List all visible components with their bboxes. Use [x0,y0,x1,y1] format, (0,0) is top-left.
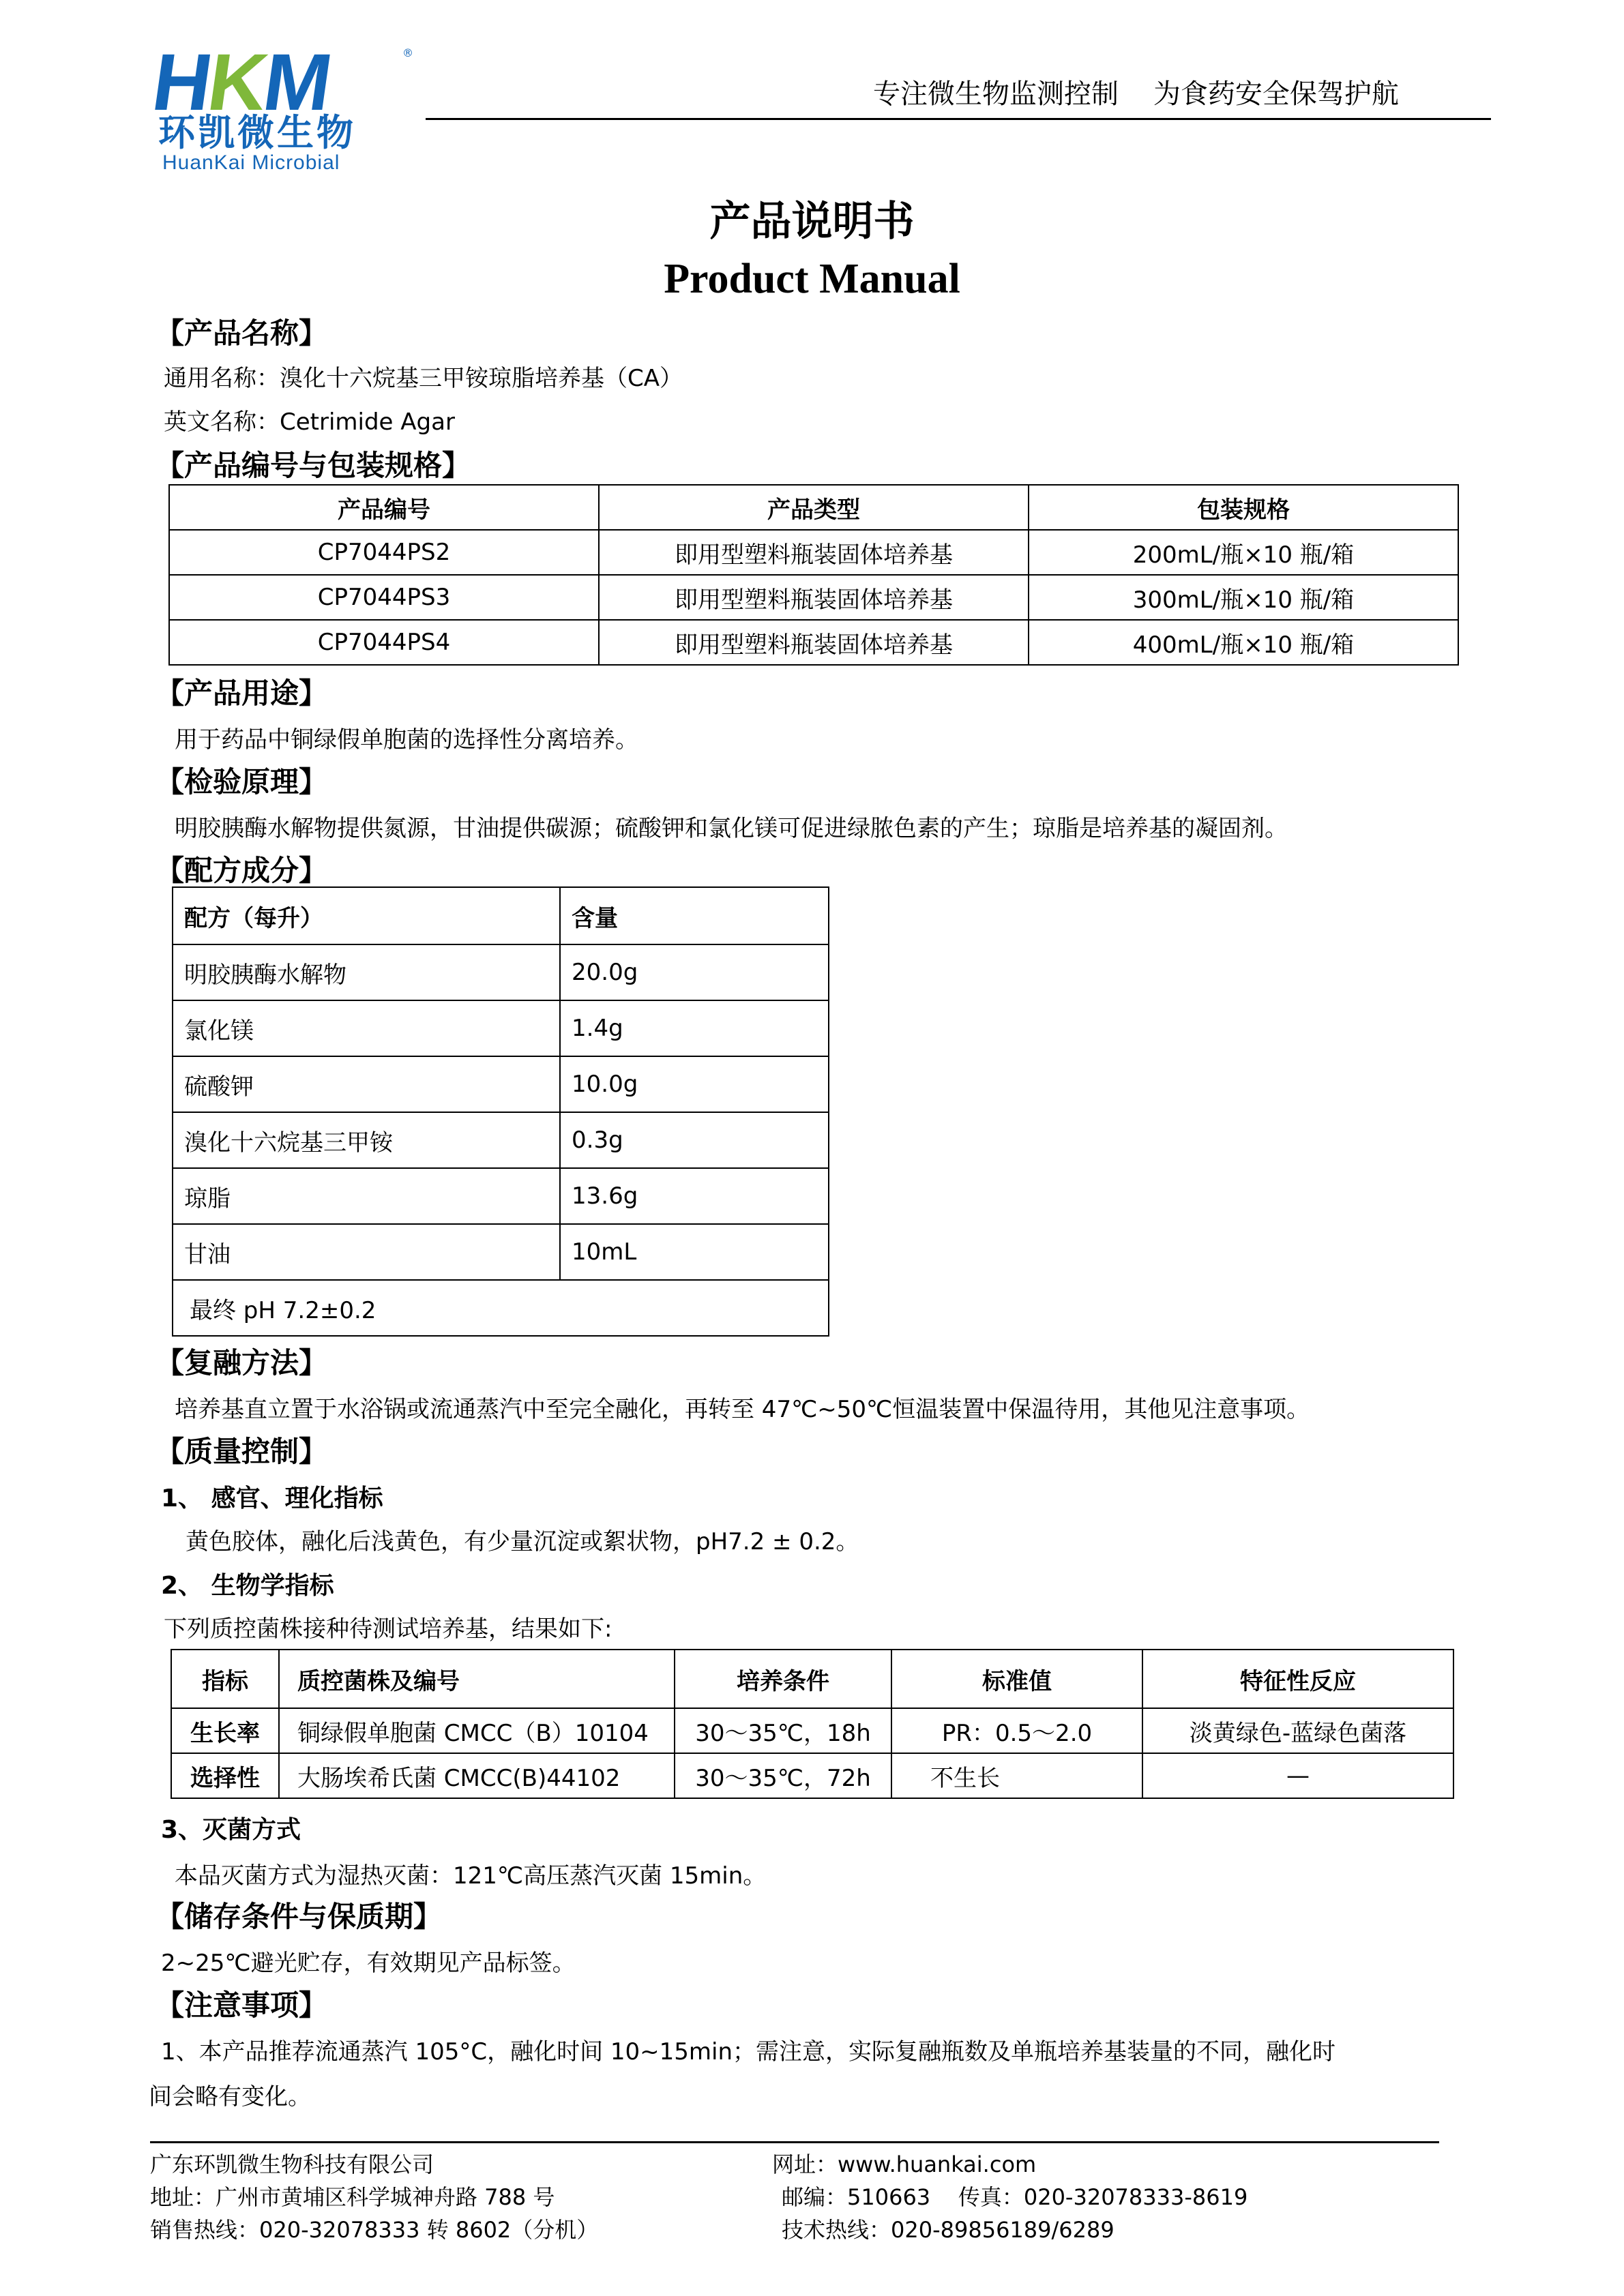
notes-line-1: 1、本产品推荐流通蒸汽 105°C，融化时间 10~15min；需注意，实际复融瓶数及单瓶培养基装量的不同，融化时 [161,2038,1336,2066]
table-row [173,1056,829,1112]
qc-reaction: — [1142,1753,1453,1798]
common-name: 通用名称：溴化十六烷基三甲铵琼脂培养基（CA） [164,365,683,392]
sterilization-text: 本品灭菌方式为湿热灭菌：121℃高压蒸汽灭菌 15min。 [175,1862,767,1890]
ingredient-name: 硫酸钾 [173,1056,560,1112]
qc-physical-text: 黄色胶体，融化后浅黄色，有少量沉淀或絮状物，pH7.2 ± 0.2。 [186,1528,859,1555]
principle-text: 明胶胰酶水解物提供氮源，甘油提供碳源；硫酸钾和氯化镁可促进绿脓色素的产生；琼脂是培养基的凝固剂。 [175,815,1288,842]
ingredient-name: 甘油 [173,1224,560,1280]
column-header: 产品类型 [599,485,1029,530]
footer-address: 地址：广州市黄埔区科学城神舟路 788 号 [150,2184,555,2210]
table-row [171,1753,1453,1798]
column-header: 产品编号 [169,485,599,530]
table-row [171,1708,1453,1753]
registered-mark: ® [402,46,413,59]
table-row [173,1168,829,1224]
qc-standard: 不生长 [891,1753,1142,1798]
product-code: CP7044PS2 [169,530,599,575]
section-heading-packaging: 【产品编号与包装规格】 [156,449,471,482]
remelt-text: 培养基直立置于水浴锅或流通蒸汽中至完全融化，再转至 47℃~50℃恒温装置中保温待用，其他见注意事项。 [175,1396,1310,1423]
logo-letter-h: H [147,38,216,128]
english-name: 英文名称：Cetrimide Agar [164,408,455,436]
column-header: 质控菌株及编号 [279,1650,675,1708]
table-row [173,1224,829,1280]
usage-text: 用于药品中铜绿假单胞菌的选择性分离培养。 [175,726,638,754]
header-slogan: 专注微生物监测控制 为食药安全保驾护航 [873,78,1399,110]
section-heading-formula: 【配方成分】 [156,854,328,887]
section-heading-storage: 【储存条件与保质期】 [156,1900,443,1933]
column-header: 含量 [560,887,829,944]
product-type: 即用型塑料瓶装固体培养基 [599,530,1029,575]
ingredient-amount: 1.4g [560,1000,829,1056]
logo-english-name: HuanKai Microbial [162,151,340,174]
qc-standard: PR：0.5～2.0 [891,1708,1142,1753]
page-title-en: Product Manual [664,256,960,302]
qc-subheading-2: 2、 生物学指标 [161,1572,334,1600]
footer-company: 广东环凯微生物科技有限公司 [150,2151,434,2177]
product-code: CP7044PS3 [169,575,599,620]
qc-subheading-1: 1、 感官、理化指标 [161,1485,383,1512]
section-heading-principle: 【检验原理】 [156,765,328,799]
qc-strain: 大肠埃希氏菌 CMCC(B)44102 [279,1753,675,1798]
section-heading-usage: 【产品用途】 [156,676,328,710]
section-heading-notes: 【注意事项】 [156,1988,328,2022]
column-header: 指标 [171,1650,279,1708]
table-row [169,530,1458,575]
product-type: 即用型塑料瓶装固体培养基 [599,620,1029,665]
ingredient-amount: 0.3g [560,1112,829,1168]
packaging-table [168,484,1459,666]
ingredient-name: 氯化镁 [173,1000,560,1056]
qc-indicator: 选择性 [171,1753,279,1798]
footer-tech-hotline: 技术热线：020-89856189/6289 [782,2217,1114,2243]
qc-subheading-3: 3、灭菌方式 [161,1816,301,1844]
column-header: 配方（每升） [173,887,560,944]
qc-strain: 铜绿假单胞菌 CMCC（B）10104 [279,1708,675,1753]
ingredient-amount: 20.0g [560,944,829,1000]
product-code: CP7044PS4 [169,620,599,665]
qc-condition: 30～35℃，18h [675,1708,891,1753]
qc-bio-intro: 下列质控菌株接种待测试培养基，结果如下: [164,1615,612,1643]
table-row [173,1000,829,1056]
footer-sales-hotline: 销售热线：020-32078333 转 8602（分机） [150,2217,599,2243]
logo-letter-m: M [258,38,336,128]
table-header-row [169,485,1458,530]
footer-postcode-fax: 邮编：510663 传真：020-32078333-8619 [782,2184,1248,2210]
package-spec: 400mL/瓶×10 瓶/箱 [1029,620,1458,665]
table-row [173,1280,829,1336]
storage-text: 2~25℃避光贮存，有效期见产品标签。 [161,1950,576,1977]
logo-chinese-name: 环凯微生物 [158,111,356,154]
ingredient-name: 明胶胰酶水解物 [173,944,560,1000]
header-divider [426,118,1491,120]
package-spec: 300mL/瓶×10 瓶/箱 [1029,575,1458,620]
table-row [173,1112,829,1168]
ingredient-amount: 10mL [560,1224,829,1280]
ingredient-amount: 13.6g [560,1168,829,1224]
final-ph: 最终 pH 7.2±0.2 [173,1280,829,1336]
ingredient-name: 溴化十六烷基三甲铵 [173,1112,560,1168]
qc-reaction: 淡黄绿色-蓝绿色菌落 [1142,1708,1453,1753]
package-spec: 200mL/瓶×10 瓶/箱 [1029,530,1458,575]
product-type: 即用型塑料瓶装固体培养基 [599,575,1029,620]
qc-table [171,1649,1454,1799]
ingredient-amount: 10.0g [560,1056,829,1112]
column-header: 标准值 [891,1650,1142,1708]
formula-table [172,886,829,1337]
footer-website: 网址：www.huankai.com [772,2151,1037,2177]
column-header: 培养条件 [675,1650,891,1708]
table-header-row [173,887,829,944]
qc-indicator: 生长率 [171,1708,279,1753]
section-heading-remelt: 【复融方法】 [156,1346,328,1380]
table-row [169,575,1458,620]
table-row [173,944,829,1000]
ingredient-name: 琼脂 [173,1168,560,1224]
footer-divider [150,2141,1439,2143]
table-header-row [171,1650,1453,1708]
qc-condition: 30～35℃，72h [675,1753,891,1798]
notes-line-2: 间会略有变化。 [149,2083,311,2111]
table-row [169,620,1458,665]
section-heading-name: 【产品名称】 [156,316,328,350]
column-header: 包装规格 [1029,485,1458,530]
logo-letter-k: K [202,38,271,128]
section-heading-qc: 【质量控制】 [156,1435,328,1468]
column-header: 特征性反应 [1142,1650,1453,1708]
page-title-cn: 产品说明书 [709,198,915,245]
